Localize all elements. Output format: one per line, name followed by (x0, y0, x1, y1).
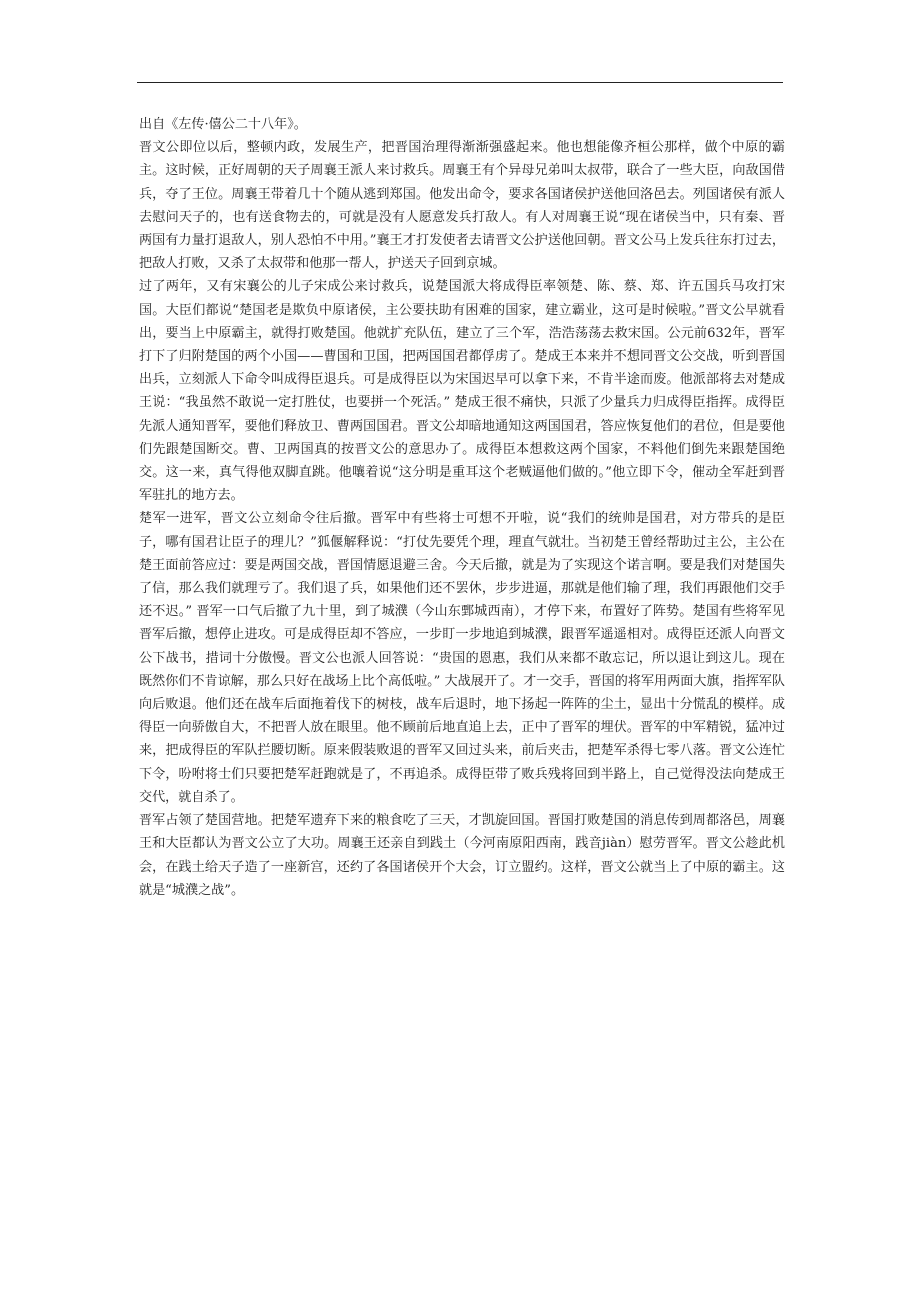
paragraph-4: 晋军占领了楚国营地。把楚军遗弃下来的粮食吃了三天，才凯旋回国。晋国打败楚国的消息传到周都洛邑，周襄王和大臣都认为晋文公立了大功。周襄王还亲自到践土（今河南原阳西南，践音jiàn）慰劳晋军。晋文公趁此机会，在践土给天子造了一座新宫，还约了各国诸侯开个大会，订立盟约。这样，晋文公就当上了中原的霸主。这就是“城濮之战”。 (139, 813, 785, 898)
article-body (139, 113, 785, 902)
paragraph-1: 晋文公即位以后，整顿内政，发展生产，把晋国治理得渐渐强盛起来。他也想能像齐桓公那样，做个中原的霸主。这时候，正好周朝的天子周襄王派人来讨救兵。周襄王有个异母兄弟叫太叔带，联合了一些大臣，向敌国借兵，夺了王位。周襄王带着几十个随从逃到郑国。他发出命令，要求各国诸侯护送他回洛邑去。列国诸侯有派人去慰问天子的，也有送食物去的，可就是没有人愿意发兵打敌人。有人对周襄王说“现在诸侯当中，只有秦、晋两国有力量打退敌人，别人恐怕不中用。”襄王才打发使者去请晋文公护送他回朝。晋文公马上发兵往东打过去，把敌人打败，又杀了太叔带和他那一帮人，护送天子回到京城。 (139, 140, 785, 272)
paragraph-3: 楚军一进军，晋文公立刻命令往后撤。晋军中有些将士可想不开啦，说“我们的统帅是国君，对方带兵的是臣子，哪有国君让臣子的理儿？”狐偃解释说：“打仗先要凭个理，理直气就壮。当初楚王曾经帮助过主公，主公在楚王面前答应过：要是两国交战，晋国情愿退避三舍。今天后撤，就是为了实现这个诺言啊。要是我们对楚国失了信，那么我们就理亏了。我们退了兵，如果他们还不罢休，步步进逼，那就是他们输了理，我们再跟他们交手还不迟。” 晋军一口气后撤了九十里，到了城濮（今山东鄄城西南），才停下来，布置好了阵势。楚国有些将军见晋军后撤，想停止进攻。可是成得臣却不答应，一步盯一步地追到城濮，跟晋军遥遥相对。成得臣还派人向晋文公下战书，措词十分傲慢。晋文公也派人回答说：“贵国的恩惠，我们从来都不敢忘记，所以退让到这儿。现在既然你们不肯谅解，那么只好在战场上比个高低啦。” 大战展开了。才一交手，晋国的将军用两面大旗，指挥军队向后败退。他们还在战车后面拖着伐下的树枝，战车后退时，地下扬起一阵阵的尘土，显出十分慌乱的模样。成得臣一向骄傲自大，不把晋人放在眼里。他不顾前后地直追上去，正中了晋军的埋伏。晋军的中军精锐，猛冲过来，把成得臣的军队拦腰切断。原来假装败退的晋军又回过头来，前后夹击，把楚军杀得七零八落。晋文公连忙下令，吩咐将士们只要把楚军赶跑就是了，不再追杀。成得臣带了败兵残将回到半路上，自己觉得没法向楚成王交代，就自杀了。 (139, 511, 785, 805)
header-rule (137, 82, 783, 83)
paragraph-2: 过了两年，又有宋襄公的儿子宋成公来讨救兵，说楚国派大将成得臣率领楚、陈、蔡、郑、许五国兵马攻打宋国。大臣们都说“楚国老是欺负中原诸侯，主公要扶助有困难的国家，建立霸业，这可是时候啦。”晋文公早就看出，要当上中原霸主，就得打败楚国。他就扩充队伍，建立了三个军，浩浩荡荡去救宋国。公元前632年，晋军打下了归附楚国的两个小国——曹国和卫国，把两国国君都俘虏了。楚成王本来并不想同晋文公交战，听到晋国出兵，立刻派人下命令叫成得臣退兵。可是成得臣以为宋国迟早可以拿下来，不肯半途而废。他派部将去对楚成王说：“我虽然不敢说一定打胜仗，也要拼一个死活。” 楚成王很不痛快，只派了少量兵力归成得臣指挥。成得臣先派人通知晋军，要他们释放卫、曹两国国君。晋文公却暗地通知这两国国君，答应恢复他们的君位，但是要他们先跟楚国断交。曹、卫两国真的按晋文公的意思办了。成得臣本想救这两个国家，不料他们倒先来跟楚国绝交。这一来，真气得他双脚直跳。他嚷着说“这分明是重耳这个老贼逼他们做的。”他立即下令，催动全军赶到晋军驻扎的地方去。 (139, 279, 785, 504)
source-line: 出自《左传·僖公二十八年》。 (139, 117, 307, 132)
